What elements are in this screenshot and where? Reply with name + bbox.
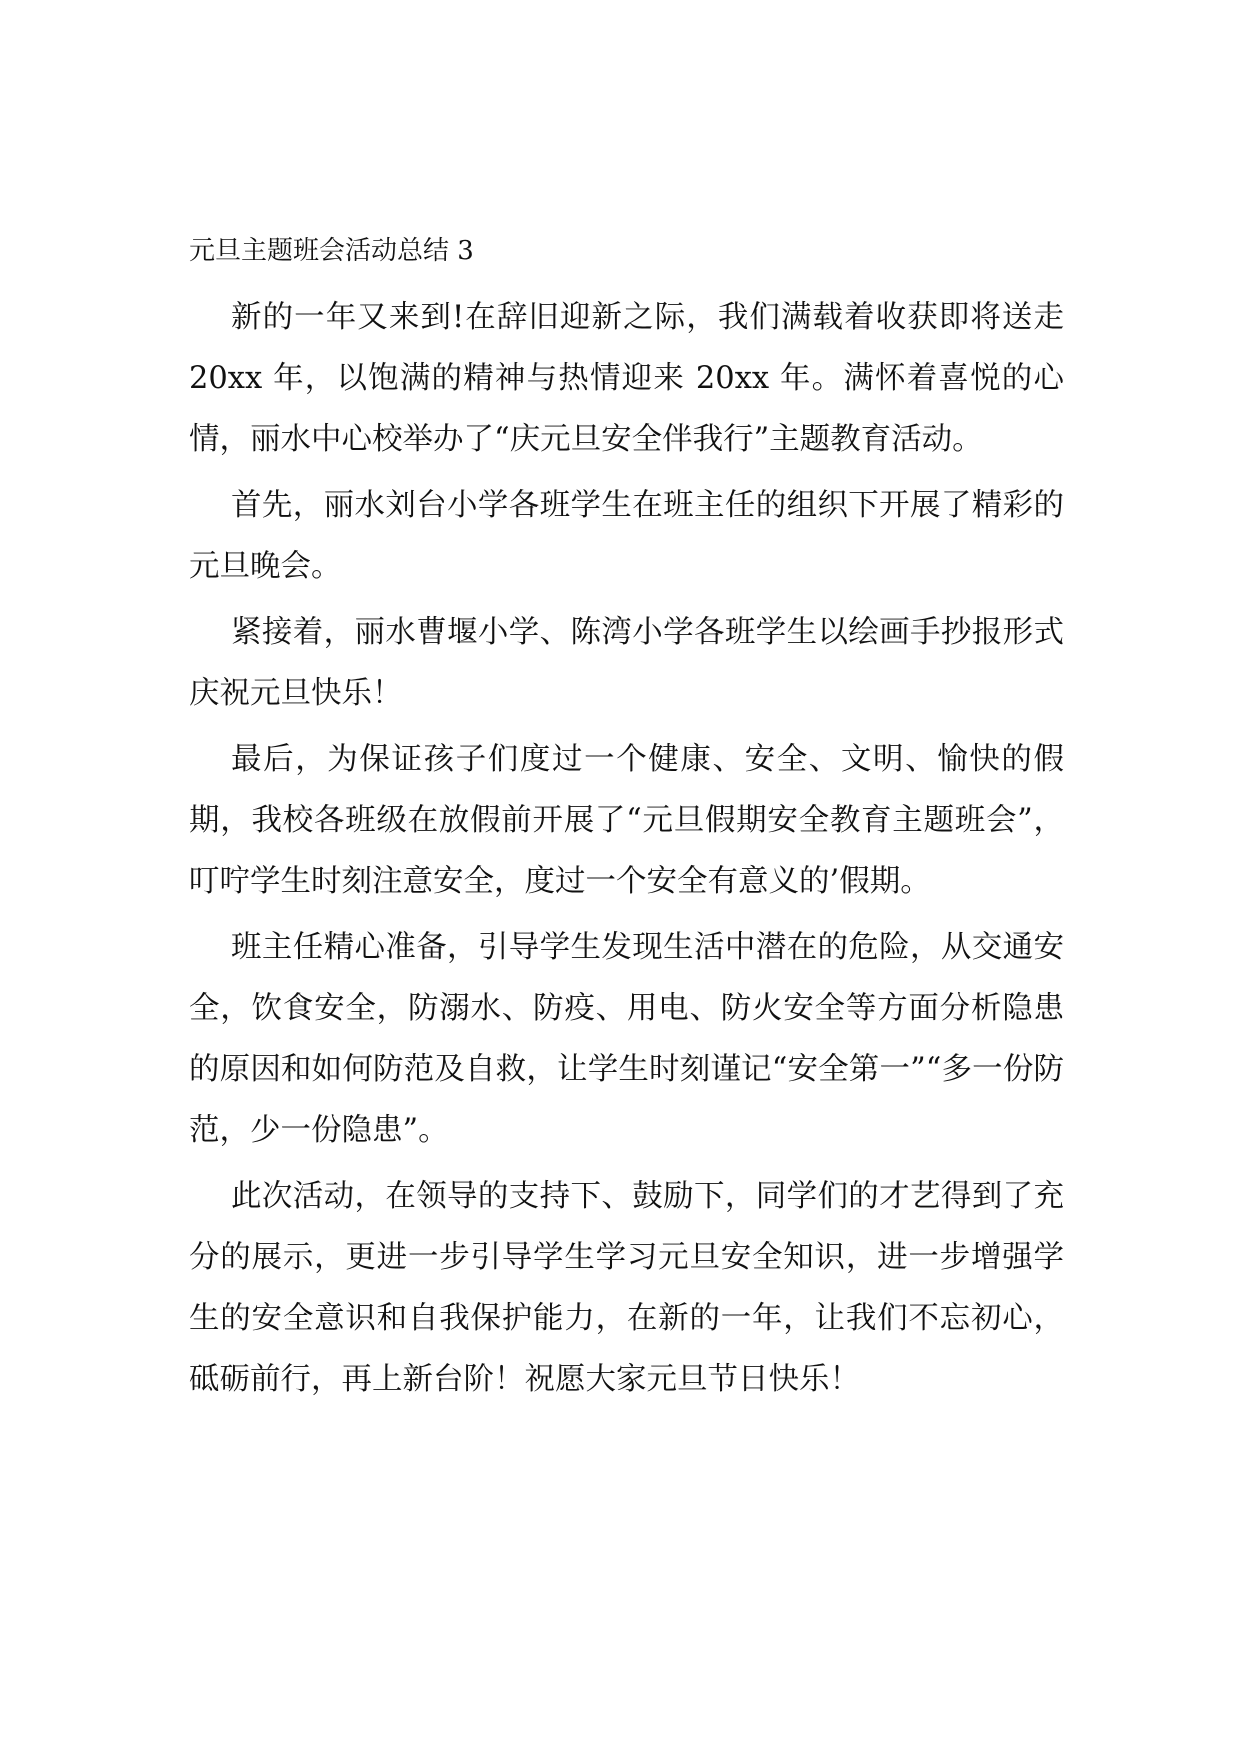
document-title: 元旦主题班会活动总结 3	[189, 236, 474, 266]
paragraph-conclusion: 此次活动，在领导的支持下、鼓励下，同学们的才艺得到了充分的展示，更进一步引导学生学习元旦安全知识，进一步增强学生的安全意识和自我保护能力，在新的一年，让我们不忘初心，砥砺前行，再上新台阶！祝愿大家元旦节日快乐！	[189, 1179, 1064, 1397]
paragraph-finally: 最后，为保证孩子们度过一个健康、安全、文明、愉快的假期，我校各班级在放假前开展了“元旦假期安全教育主题班会”，叮咛学生时刻注意安全，度过一个安全有意义的’假期。	[189, 742, 1064, 899]
paragraph-teachers: 班主任精心准备，引导学生发现生活中潜在的危险，从交通安全，饮食安全，防溺水、防疫、用电、防火安全等方面分析隐患的原因和如何防范及自救，让学生时刻谨记“安全第一”“多一份防范，少一份隐患”。	[189, 930, 1064, 1148]
paragraph-intro: 新的一年又来到!在辞旧迎新之际，我们满载着收获即将送走 20xx 年，以饱满的精神与热情迎来 20xx 年。满怀着喜悦的心情，丽水中心校举办了“庆元旦安全伴我行”主题教育活动。	[189, 300, 1064, 457]
paragraph-first: 首先，丽水刘台小学各班学生在班主任的组织下开展了精彩的元旦晚会。	[189, 488, 1064, 584]
document-body	[189, 228, 1064, 1415]
paragraph-next: 紧接着，丽水曹堰小学、陈湾小学各班学生以绘画手抄报形式庆祝元旦快乐！	[189, 615, 1064, 711]
